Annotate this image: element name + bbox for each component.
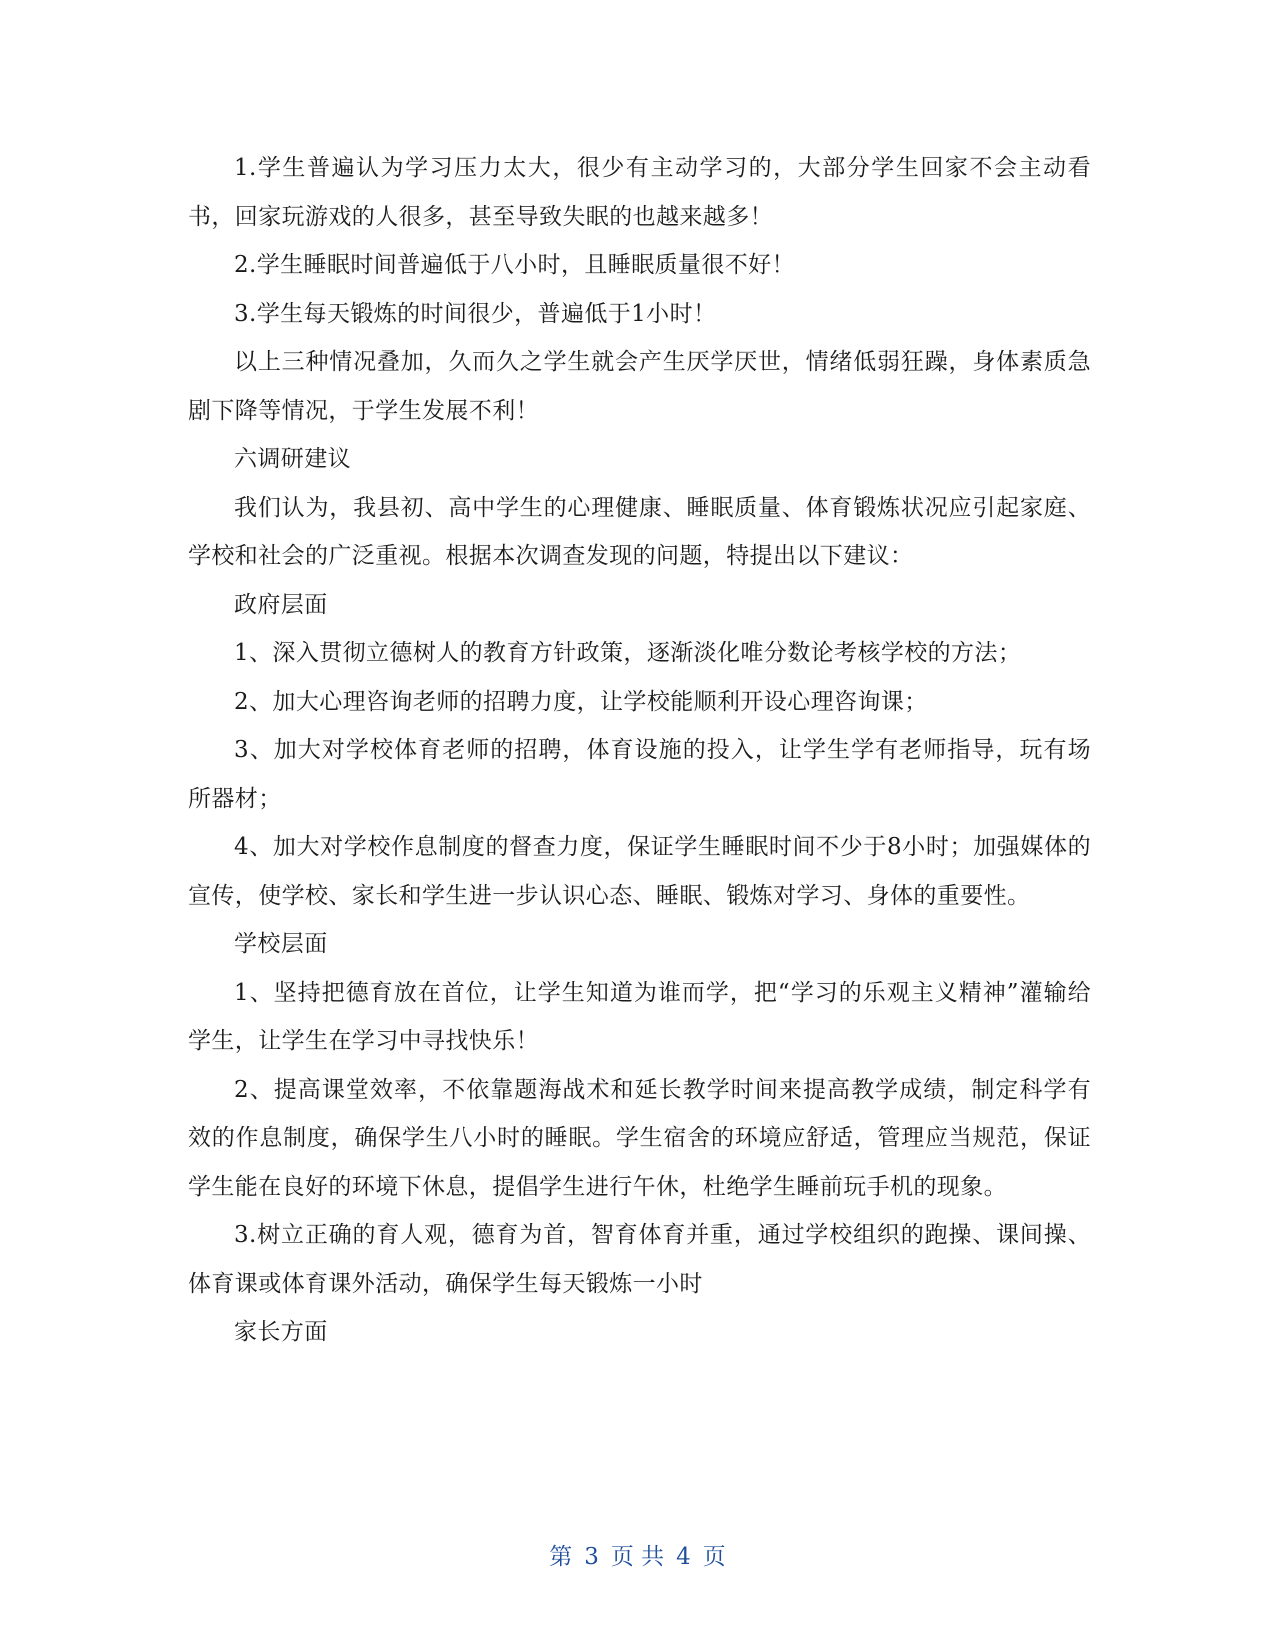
paragraph: 3.学生每天锻炼的时间很少，普遍低于1小时！ bbox=[234, 300, 717, 327]
list-item: 3.树立正确的育人观，德育为首，智育体育并重，通过学校组织的跑操、课间操、体育课或体育课外活动，确保学生每天锻炼一小时 bbox=[188, 1222, 1091, 1297]
list-item: 4、加大对学校作息制度的督查力度，保证学生睡眠时间不少于8小时；加强媒体的宣传，使学校、家长和学生进一步认识心态、睡眠、锻炼对学习、身体的重要性。 bbox=[188, 834, 1091, 909]
footer-middle: 页 共 bbox=[610, 1544, 665, 1570]
footer-suffix: 页 bbox=[702, 1544, 726, 1570]
subsection-heading: 政府层面 bbox=[234, 591, 328, 618]
paragraph: 我们认为，我县初、高中学生的心理健康、睡眠质量、体育锻炼状况应引起家庭、学校和社会的广泛重视。根据本次调查发现的问题，特提出以下建议： bbox=[188, 494, 1091, 569]
footer-prefix: 第 bbox=[549, 1544, 573, 1570]
list-item: 1、深入贯彻立德树人的教育方针政策，逐渐淡化唯分数论考核学校的方法； bbox=[234, 640, 1022, 666]
paragraph: 以上三种情况叠加，久而久之学生就会产生厌学厌世，情绪低弱狂躁，身体素质急剧下降等情况，于学生发展不利！ bbox=[188, 349, 1091, 424]
list-item: 2、提高课堂效率，不依靠题海战术和延长教学时间来提高教学成绩，制定科学有效的作息制度，确保学生八小时的睡眠。学生宿舍的环境应舒适，管理应当规范，保证学生能在良好的环境下休息，提倡学生进行午休，杜绝学生睡前玩手机的现象。 bbox=[188, 1076, 1091, 1200]
document-body bbox=[188, 144, 1091, 1357]
paragraph: 1.学生普遍认为学习压力太大，很少有主动学习的，大部分学生回家不会主动看书，回家玩游戏的人很多，甚至导致失眠的也越来越多！ bbox=[188, 155, 1091, 230]
section-heading: 六调研建议 bbox=[234, 446, 351, 472]
footer-current-page: 3 bbox=[584, 1544, 599, 1570]
list-item: 2、加大心理咨询老师的招聘力度，让学校能顺利开设心理咨询课； bbox=[234, 688, 928, 715]
page-footer bbox=[0, 1542, 1275, 1572]
subsection-heading: 家长方面 bbox=[234, 1319, 328, 1345]
list-item: 1、坚持把德育放在首位，让学生知道为谁而学，把“学习的乐观主义精神”灌输给学生，让学生在学习中寻找快乐！ bbox=[188, 979, 1091, 1054]
footer-total-pages: 4 bbox=[676, 1544, 691, 1570]
list-item: 3、加大对学校体育老师的招聘，体育设施的投入，让学生学有老师指导，玩有场所器材； bbox=[188, 737, 1091, 812]
paragraph: 2.学生睡眠时间普遍低于八小时，且睡眠质量很不好！ bbox=[234, 252, 795, 278]
subsection-heading: 学校层面 bbox=[234, 931, 328, 957]
